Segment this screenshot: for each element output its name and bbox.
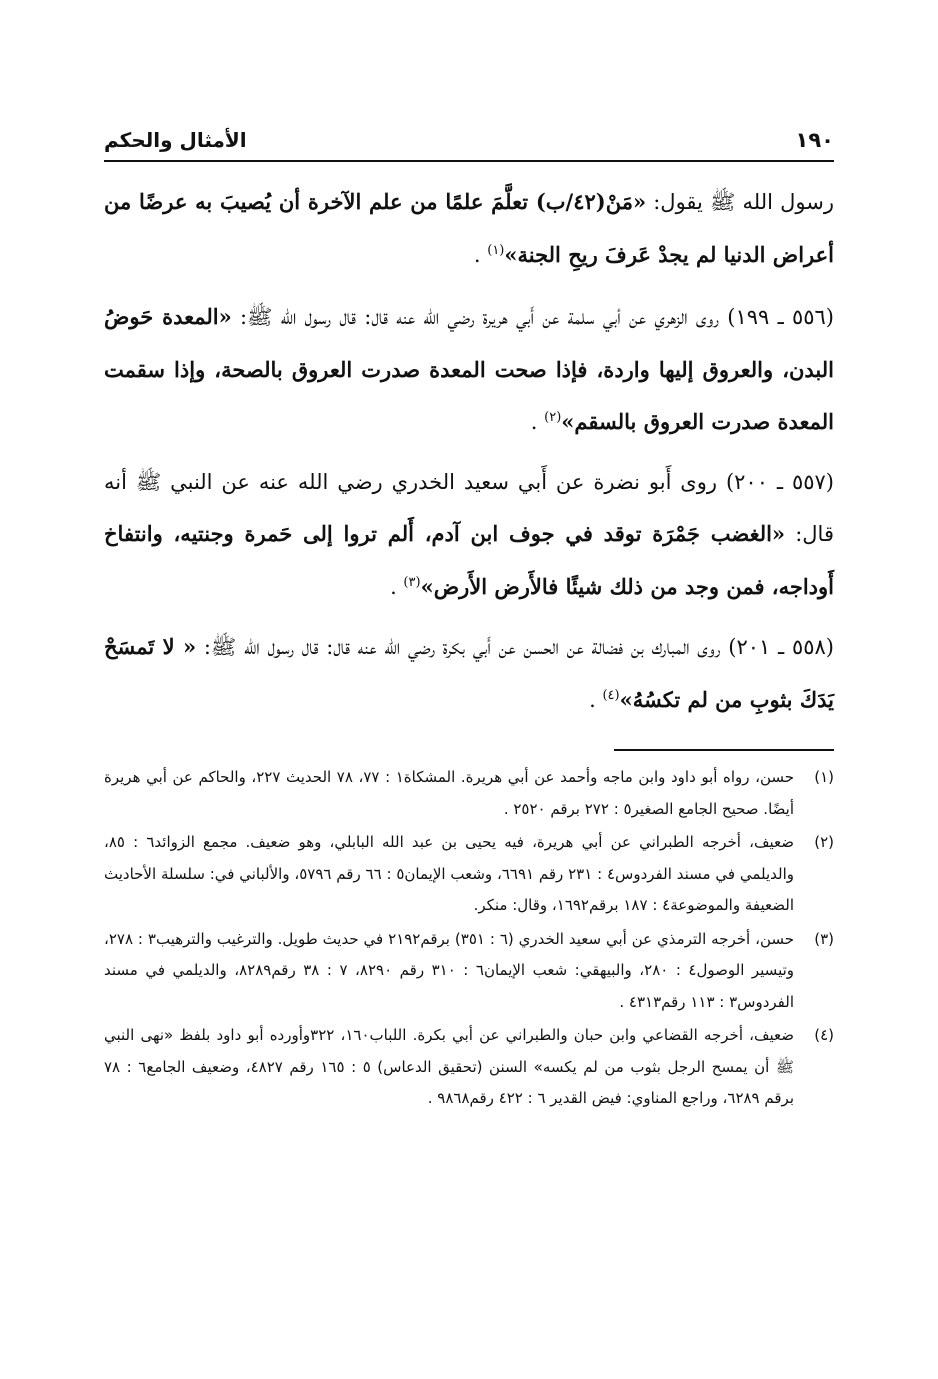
footnote-divider	[614, 749, 834, 751]
paragraph-2-intro: روى الزهري عن أبي سلمة عن أَبي هريرة رضي الله عنه قال: قال رسول الله ﷺ:	[231, 305, 728, 329]
footnote-2	[104, 827, 834, 922]
paragraph-2	[104, 291, 834, 449]
hadith-number-558: (٥٥٨ ـ ٢٠١)	[728, 635, 834, 659]
paragraph-4-end: .	[589, 687, 603, 712]
footnote-ref-2[interactable]: (٢)	[544, 410, 562, 425]
running-title: الأمثال والحكم	[104, 128, 247, 152]
footnote-ref-4[interactable]: (٤)	[602, 687, 620, 703]
hadith-number-557: (٥٥٧ ـ ٢٠٠)	[725, 469, 834, 494]
paragraph-4	[104, 621, 834, 726]
paragraph-4-intro: روى المبارك بن فضالة عن الحسن عن أَبي بكرة رضي الله عنه قال: قال رسول الله ﷺ:	[196, 635, 729, 659]
paragraph-3-intro: روى أَبو نضرة عن أَبي سعيد الخدري رضي الله عنه عن النبي ﷺ أنه قال:	[104, 469, 834, 546]
paragraph-1-end: .	[473, 242, 488, 267]
page-header	[104, 116, 834, 152]
footnotes	[104, 762, 834, 1117]
footnote-1	[104, 762, 834, 825]
footnote-text: ضعيف، أخرجه الطبراني عن أبي هريرة، فيه يحيى بن عبد الله البابلي، وهو ضعيف. مجمع الزوائد٦ : ٨٥، والديلمي في مسند الفردوس٤ : ٢٣١ رقم ٦٦٩١، وشعب الإيمان٥ : ٦٦ رقم ٥٧٩٦، والألباني في: سلسلة الأحاديث الضعيفة والموضوعة٤ : ١٨٧ برقم١٦٩٢، وقال: منكر.	[104, 833, 795, 914]
footnote-text: حسن، رواه أبو داود وابن ماجه وأحمد عن أبي هريرة. المشكاة١ : ٧٧، ٧٨ الحديث ٢٢٧، والحاكم عن أبي هريرة أيضًا. صحيح الجامع الصغير٥ : ٢٧٢ برقم ٢٥٢٠ .	[104, 768, 795, 818]
footnote-4	[104, 1020, 834, 1115]
paragraph-1-intro: رسول الله ﷺ يقول:	[646, 190, 834, 214]
footnote-ref-1[interactable]: (١)	[487, 242, 505, 258]
hadith-quote-3: «الغضب جَمْرَة توقد في جوف ابن آدم، أَلم تروا إلى حَمرة وجنتيه، وانتفاخ أَوداجه، فمن وجد من ذلك شيئًا فالأَرض الأَرض»	[104, 521, 834, 599]
footnote-text: ضعيف، أخرجه القضاعي وابن حبان والطبراني عن أبي بكرة. اللباب١٦٠، ٣٢٢وأورده أبو داود بلفظ «نهى النبي ﷺ أن يمسح الرجل بثوب من لم يكسه» السنن (تحقيق الدعاس) ٥ : ١٦٥ رقم ٤٨٢٧، وضعيف الجامع٦ : ٧٨ برقم ٦٢٨٩، وراجع المناوي: فيض القدير ٦ : ٤٢٢ رقم٩٨٦٨ .	[104, 1026, 795, 1107]
main-text	[104, 176, 834, 734]
hadith-quote-1: «مَنْ(٤٢/ب) تعلَّمَ علمًا من علم الآخرة أن يُصيبَ به عرضًا من أعراض الدنيا لم يجدْ عَرفَ ريحِ الجنة»	[104, 189, 834, 267]
page-number: ١٩٠	[795, 128, 834, 152]
header-divider	[104, 160, 834, 162]
footnote-3	[104, 924, 834, 1019]
footnote-number: (١)	[814, 768, 834, 786]
footnote-ref-3[interactable]: (٣)	[403, 574, 421, 590]
footnote-number: (٣)	[814, 929, 834, 948]
paragraph-2-end: .	[530, 410, 545, 434]
paragraph-1	[104, 176, 834, 281]
footnote-number: (٤)	[814, 1026, 834, 1044]
hadith-quote-2: «المعدة حَوضُ البدن، والعروق إليها واردة، فإذا صحت المعدة صدرت العروق بالصحة، وإذا سقمت المعدة صدرت العروق بالسقم»	[104, 304, 834, 434]
hadith-number-556: (٥٥٦ ـ ١٩٩)	[727, 305, 834, 329]
footnote-number: (٢)	[814, 833, 834, 851]
paragraph-3	[104, 457, 834, 614]
footnote-text: حسن، أخرجه الترمذي عن أبي سعيد الخدري (٦ : ٣٥١) برقم٢١٩٢ في حديث طويل. والترغيب والترهيب٣ : ٢٧٨، وتيسير الوصول٤ : ٢٨٠، والبيهقي: شعب الإيمان٦ : ٣١٠ رقم ٨٢٩٠، ٧ : ٣٨ رقم٨٢٨٩، والديلمي في مسند الفردوس٣ : ١١٣ رقم٤٣١٣ .	[104, 929, 795, 1011]
hadith-quote-4: « لا تَمسَحْ يَدَكَ بثوبِ من لم تكسُهُ»	[104, 634, 834, 712]
paragraph-3-end: .	[390, 574, 404, 599]
